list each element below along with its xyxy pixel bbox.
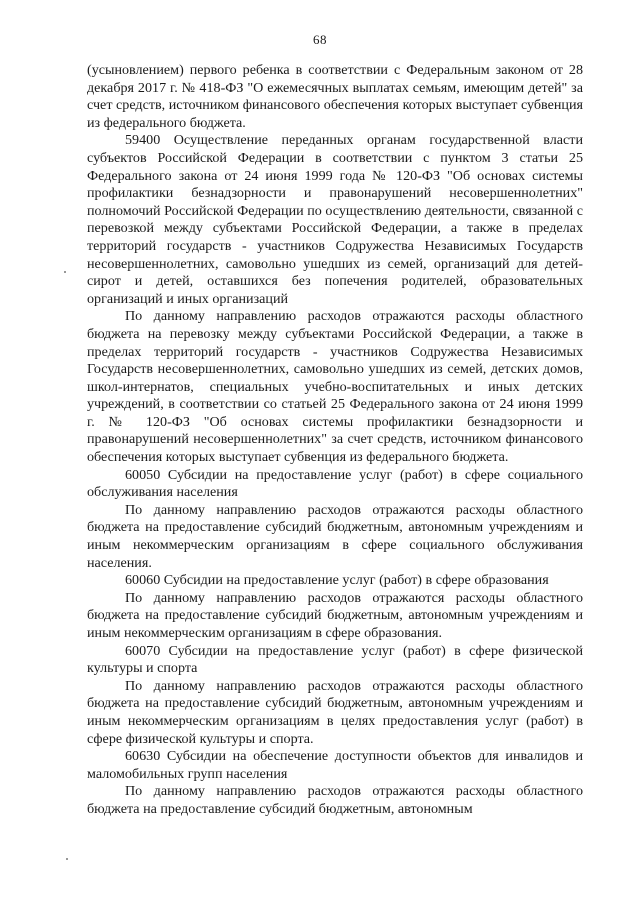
paragraph-8: 60070 Субсидии на предоставление услуг (работ) в сфере физической культуры и спорта [87, 642, 583, 677]
paragraph-7: По данному направлению расходов отражаются расходы областного бюджета на предоставление субсидий бюджетным, автономным учреждениям и иным некоммерческим организациям в сфере образования. [87, 589, 583, 641]
paragraph-5: По данному направлению расходов отражаются расходы областного бюджета на предоставление субсидий бюджетным, автономным учреждениям и иным некоммерческим организациям в сфере социального обслуживания населения. [87, 501, 583, 571]
paragraph-2: 59400 Осуществление переданных органам государственной власти субъектов Российской Федерации в соответствии с пунктом 3 статьи 25 Федерального закона от 24 июня 1999 года № 120-ФЗ "Об основах системы профилактики безнадзорности и правонарушений несовершеннолетних" полномочий Российской Федерации по осуществлению деятельности, связанной с перевозкой между субъектами Российской Федерации, а также в пределах территорий государств - участников Содружества Независимых Государств несовершеннолетних, самовольно ушедших из семей, организаций для детей-сирот и детей, оставшихся без попечения родителей, образовательных организаций и иных организаций [87, 132, 583, 307]
paragraph-3: По данному направлению расходов отражаются расходы областного бюджета на перевозку между субъектами Российской Федерации, а также в пределах территорий государств - участников Содружества Независимых Государств несовершеннолетних, самовольно ушедших из семей, детских домов, школ-интернатов, специальных учебно-воспитательных и иных детских учреждений, в соответствии со статьей 25 Федерального закона от 24 июня 1999 г. № 120-ФЗ "Об основах системы профилактики безнадзорности и правонарушений несовершеннолетних" за счет средств, источником финансового обеспечения которых выступает субвенция из федерального бюджета. [87, 308, 583, 466]
scan-speck [64, 271, 66, 273]
paragraph-10: 60630 Субсидии на обеспечение доступности объектов для инвалидов и маломобильных групп населения [87, 748, 583, 782]
paragraph-1: (усыновлением) первого ребенка в соответствии с Федеральным законом от 28 декабря 2017 г. № 418-ФЗ "О ежемесячных выплатах семьям, имеющим детей" за счет средств, источником финансового обеспечения которых выступает субвенция из федерального бюджета. [87, 62, 583, 131]
paragraph-9: По данному направлению расходов отражаются расходы областного бюджета на предоставление субсидий бюджетным, автономным учреждениям и иным некоммерческим организациям в целях предоставления услуг (работ) в сфере физической культуры и спорта. [87, 677, 583, 747]
paragraph-6: 60060 Субсидии на предоставление услуг (работ) в сфере образования [125, 572, 549, 589]
page-body [87, 62, 583, 819]
scan-speck [66, 858, 68, 860]
paragraph-4: 60050 Субсидии на предоставление услуг (работ) в сфере социального обслуживания населения [87, 466, 583, 501]
paragraph-11: По данному направлению расходов отражаются расходы областного бюджета на предоставление субсидий бюджетным, автономным [87, 783, 583, 817]
page-number: 68 [313, 32, 327, 47]
